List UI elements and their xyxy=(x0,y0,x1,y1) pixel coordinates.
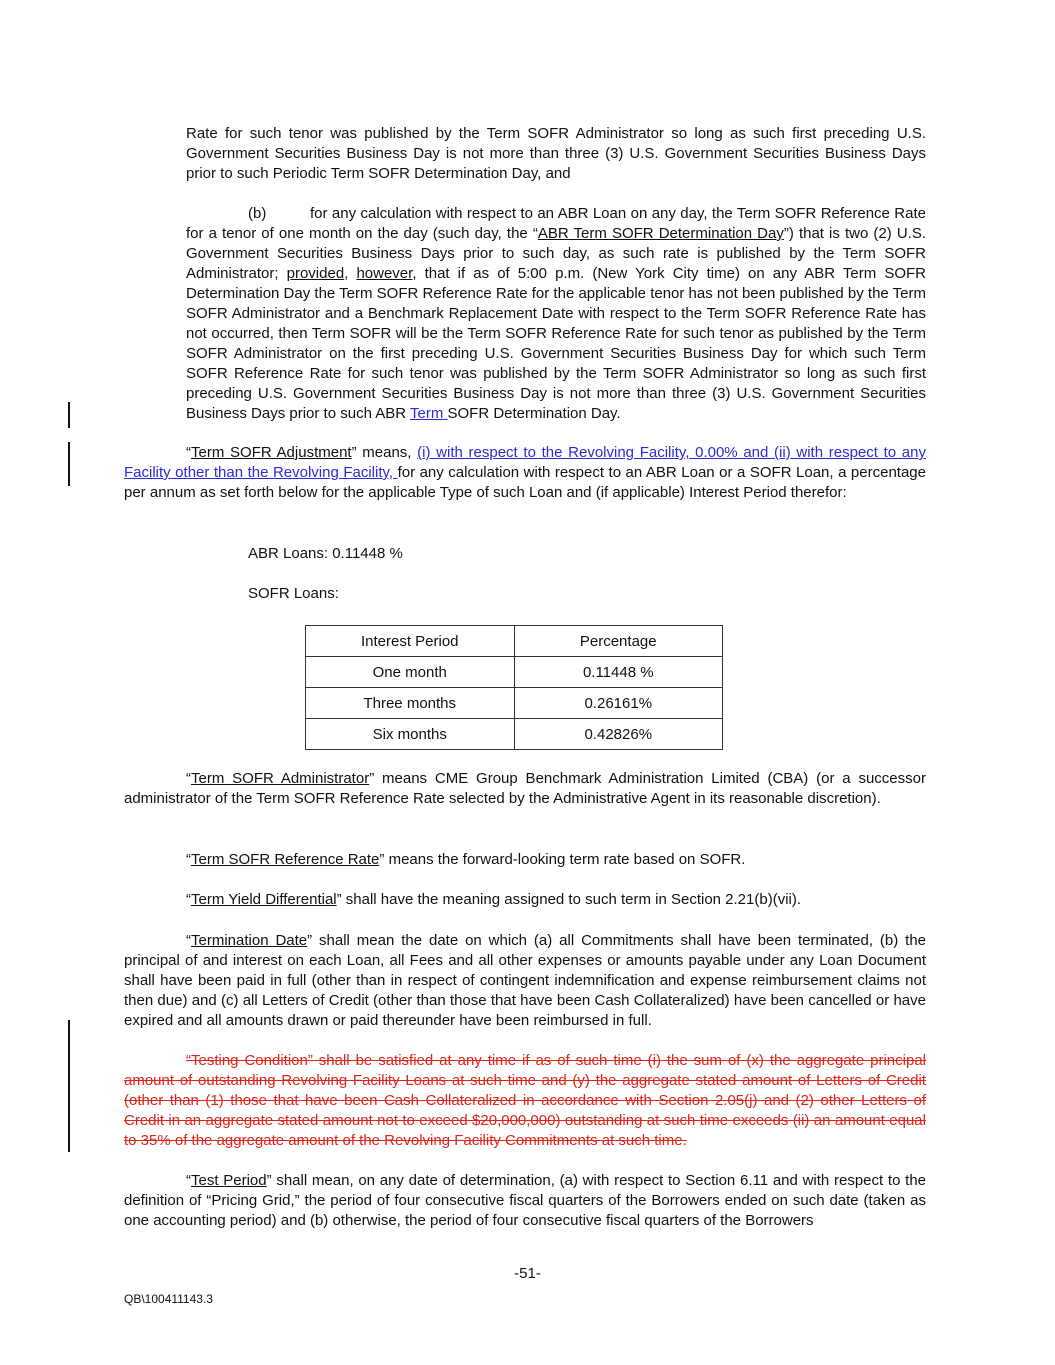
defined-term: Term Yield Differential xyxy=(191,891,337,908)
table-cell: One month xyxy=(306,657,515,688)
change-bar xyxy=(68,442,70,486)
change-bar xyxy=(68,402,70,428)
table-cell: Six months xyxy=(306,719,515,750)
table-cell: 0.26161% xyxy=(514,688,723,719)
clause-text: SOFR Determination Day. xyxy=(447,405,621,422)
quote: “ xyxy=(186,1172,191,1189)
table-row xyxy=(306,719,723,750)
clause-text: , xyxy=(344,265,357,282)
emphasis-however: however xyxy=(356,265,413,282)
abr-loans-line: ABR Loans: 0.11448 % xyxy=(248,545,403,562)
quote: “ xyxy=(186,444,191,461)
clause-marker: (b) xyxy=(248,205,267,222)
definition-term-sofr-administrator xyxy=(124,769,926,809)
defined-term: Term SOFR Reference Rate xyxy=(191,851,380,868)
defined-term: Test Period xyxy=(191,1172,267,1189)
table-header-cell: Interest Period xyxy=(306,626,515,657)
definition-text: ” shall mean the date on which (a) all Commitments shall have been terminated, (b) the principal of and interest on each Loan, all Fees and all other expenses or amounts payable under any Loan Document shall have been paid in full (other than in respect of contingent indemnification and expense reimbursement claims not then due) and (c) all Letters of Credit (other than those that have been Cash Collateralized) have been cancelled or have expired and all amounts drawn or paid thereunder have been reimbursed in full. xyxy=(124,932,927,1029)
quote: “ xyxy=(186,932,191,949)
definition-termination-date xyxy=(124,931,926,1031)
sofr-adjustment-table xyxy=(305,625,723,750)
defined-term: Term SOFR Administrator xyxy=(191,770,370,787)
table-cell: Three months xyxy=(306,688,515,719)
definition-text: ” shall have the meaning assigned to such term in Section 2.21(b)(vii). xyxy=(336,891,802,908)
defined-term: ABR Term SOFR Determination Day xyxy=(537,225,784,242)
inserted-text: Term xyxy=(410,405,448,422)
definition-term-yield-differential xyxy=(124,890,926,910)
quote: “ xyxy=(186,851,191,868)
quote: “ xyxy=(186,770,191,787)
definition-test-period xyxy=(124,1171,926,1231)
deleted-text: “Testing Condition” shall be satisfied at any time if as of such time (i) the sum of (x) the aggregate principal amount of outstanding Revolving Facility Loans at such time and (y) the aggregate stated amount of Letters of Credit (other than (1) those that have been Cash Collateralized in accordance with Section 2.05(j) and (2) other Letters of Credit in an aggregate stated amount not to exceed $20,000,000) outstanding at such time exceeds (ii) an amount equal to 35% of the aggregate amount of the Revolving Facility Commitments at such time. xyxy=(124,1052,926,1149)
quote: “ xyxy=(186,891,191,908)
table-header-cell: Percentage xyxy=(514,626,723,657)
defined-term: Term SOFR Adjustment xyxy=(191,444,352,461)
definition-term-sofr-adjustment xyxy=(124,443,926,503)
clause-text: for any calculation with respect to an ABR Loan on any day, the Term SOFR Reference Rate for a tenor of one month on the day (such day, the “ xyxy=(186,205,926,242)
table-header-row xyxy=(306,626,723,657)
clause-text: , that if as of 5:00 p.m. (New York City time) on any ABR Term SOFR Determination Day the Term SOFR Reference Rate for the applicable tenor has not been published by the Term SOFR Administrator and a Benchmark Replacement Date with respect to the Term SOFR Reference Rate has not occurred, then Term SOFR will be the Term SOFR Reference Rate for such tenor as published by the Term SOFR Administrator on the first preceding U.S. Government Securities Business Day for which such Term SOFR Reference Rate for such tenor was published by the Term SOFR Administrator so long as such first preceding U.S. Government Securities Business Day is not more than three (3) U.S. Government Securities Business Days prior to such ABR xyxy=(186,265,926,422)
definition-text: ” means CME Group Benchmark Administration Limited (CBA) (or a successor administrator of the Term SOFR Reference Rate selected by the Administrative Agent in its reasonable discretion). xyxy=(124,770,926,807)
paragraph-continuation: Rate for such tenor was published by the Term SOFR Administrator so long as such first preceding U.S. Government Securities Business Day is not more than three (3) U.S. Government Securities Business Days prior to such Periodic Term SOFR Determination Day, and xyxy=(186,125,926,182)
definition-text: ” means, xyxy=(351,444,418,461)
clause-text: ”) that is two (2) U.S. Government Securities Business Days prior to such day, as such rate is published by the Term SOFR Administrator; xyxy=(186,225,927,282)
definition-text: ” means the forward-looking term rate based on SOFR. xyxy=(379,851,746,868)
table-row xyxy=(306,657,723,688)
defined-term: Termination Date xyxy=(191,932,308,949)
inserted-text: (i) with respect to the Revolving Facility, 0.00% and (ii) with respect to any Facility other than the Revolving Facility, xyxy=(124,444,926,481)
definition-text: for any calculation with respect to an ABR Loan or a SOFR Loan, a percentage per annum as set forth below for the applicable Type of such Loan and (if applicable) Interest Period therefor: xyxy=(124,464,926,501)
paragraph-b xyxy=(186,204,926,424)
definition-term-sofr-reference-rate xyxy=(124,850,926,870)
table-cell: 0.11448 % xyxy=(514,657,723,688)
document-id-footer: QB\100411143.3 xyxy=(124,1292,213,1306)
sofr-loans-line: SOFR Loans: xyxy=(248,585,339,602)
table-row xyxy=(306,688,723,719)
table-cell: 0.42826% xyxy=(514,719,723,750)
page-number: -51- xyxy=(514,1265,541,1282)
definition-text: ” shall mean, on any date of determination, (a) with respect to Section 6.11 and with respect to the definition of “Pricing Grid,” the period of four consecutive fiscal quarters of the Borrowers ended on such date (taken as one accounting period) and (b) otherwise, the period of four consecutive fiscal quarters of the Borrowers xyxy=(124,1172,926,1229)
change-bar xyxy=(68,1020,70,1152)
definition-testing-condition-deleted xyxy=(124,1051,926,1151)
emphasis-provided: provided xyxy=(286,265,345,282)
